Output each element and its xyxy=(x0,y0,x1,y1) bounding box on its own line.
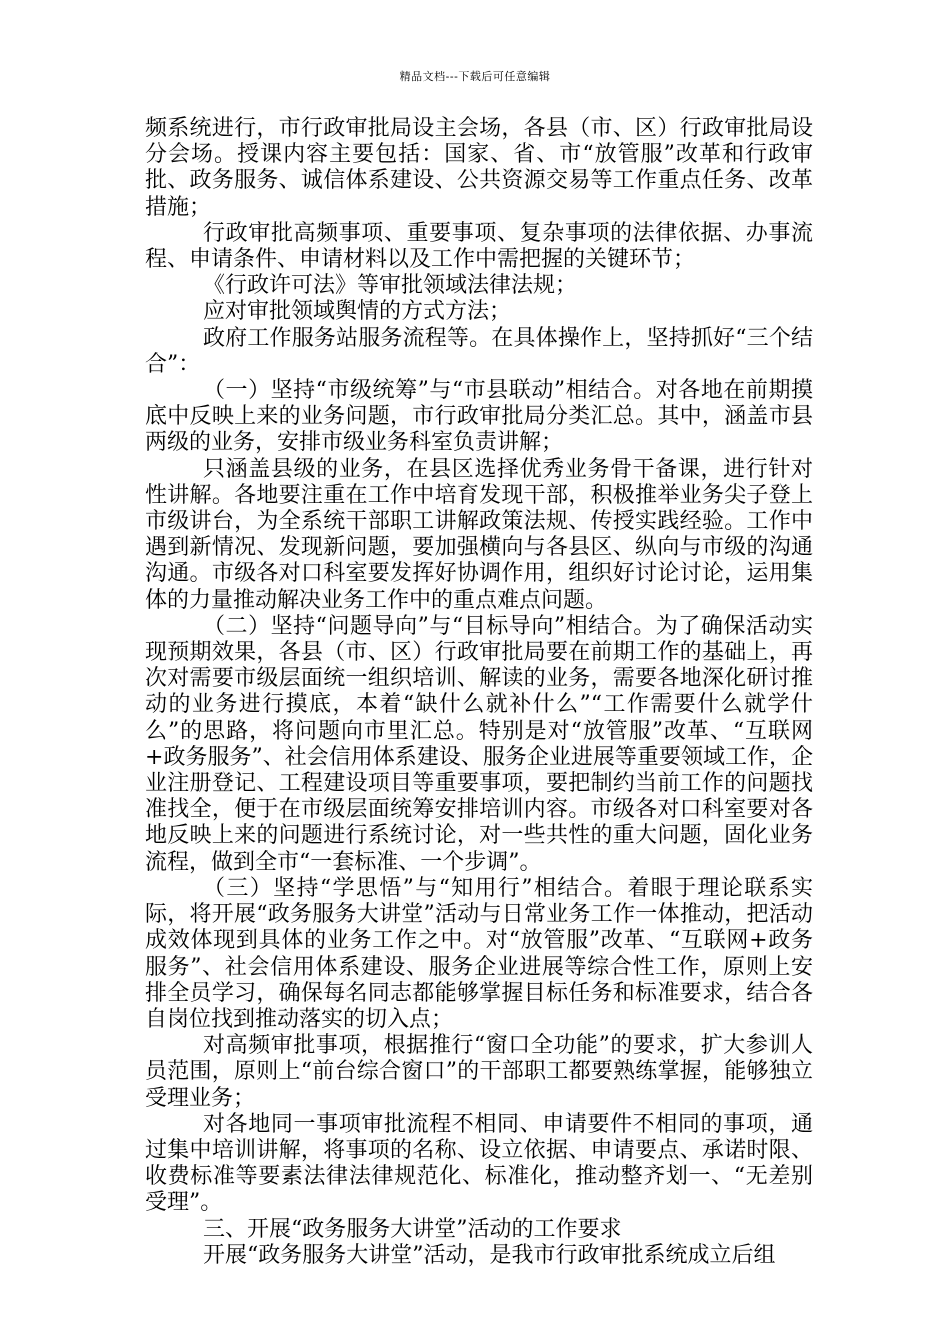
paragraph: 只涵盖县级的业务，在县区选择优秀业务骨干备课，进行针对性讲解。各地要注重在工作中培育发现干部，积极推举业务尖子登上市级讲台，为全系统干部职工讲解政策法规、传授实践经验。工作中遇到新情况、发现新问题，要加强横向与各县区、纵向与市级的沟通沟通。市级各对口科室要发挥好协调作用，组织好讨论讨论，运用集体的力量推动解决业务工作中的重点难点问题。 xyxy=(145,456,813,613)
paragraph: 行政审批高频事项、重要事项、复杂事项的法律依据、办事流程、申请条件、申请材料以及工作中需把握的关键环节； xyxy=(145,220,813,273)
paragraph: （一）坚持“市级统筹”与“市县联动”相结合。对各地在前期摸底中反映上来的业务问题，市行政审批局分类汇总。其中，涵盖市县两级的业务，安排市级业务科室负责讲解； xyxy=(145,378,813,456)
paragraph: （三）坚持“学思悟”与“知用行”相结合。着眼于理论联系实际，将开展“政务服务大讲堂”活动与日常业务工作一体推动，把活动成效体现到具体的业务工作之中。对“放管服”改革、“互联网+政务服务”、社会信用体系建设、服务企业进展等综合性工作，原则上安排全员学习，确保每名同志都能够掌握目标任务和标准要求，结合各自岗位找到推动落实的切入点； xyxy=(145,875,813,1032)
page-header: 精品文档---下载后可任意编辑 xyxy=(399,70,551,83)
paragraph: 频系统进行，市行政审批局设主会场，各县（市、区）行政审批局设分会场。授课内容主要包括：国家、省、市“放管服”改革和行政审批、政务服务、诚信体系建设、公共资源交易等工作重点任务、改革措施； xyxy=(145,116,813,220)
paragraph: 开展“政务服务大讲堂”活动，是我市行政审批系统成立后组 xyxy=(203,1242,776,1268)
paragraph: 应对审批领域舆情的方式方法； xyxy=(203,299,512,325)
paragraph: 政府工作服务站服务流程等。在具体操作上，坚持抓好“三个结合”： xyxy=(145,325,813,377)
document-body xyxy=(145,116,813,1269)
paragraph: （二）坚持“问题导向”与“目标导向”相结合。为了确保活动实现预期效果，各县（市、区）行政审批局要在前期工作的基础上，再次对需要市级层面统一组织培训、解读的业务，需要各地深化研讨推动的业务进行摸底，本着“缺什么就补什么”“工作需要什么就学什么”的思路，将问题向市里汇总。特别是对“放管服”改革、“互联网+政务服务”、社会信用体系建设、服务企业进展等重要领域工作，企业注册登记、工程建设项目等重要事项，要把制约当前工作的问题找准找全，便于在市级层面统筹安排培训内容。市级各对口科室要对各地反映上来的问题进行系统讨论，对一些共性的重大问题，固化业务流程，做到全市“一套标准、一个步调”。 xyxy=(145,613,813,875)
paragraph: 对高频审批事项，根据推行“窗口全功能”的要求，扩大参训人员范围，原则上“前台综合窗口”的干部职工都要熟练掌握，能够独立受理业务； xyxy=(145,1033,813,1111)
section-heading: 三、开展“政务服务大讲堂”活动的工作要求 xyxy=(203,1216,622,1242)
paragraph: 对各地同一事项审批流程不相同、申请要件不相同的事项，通过集中培训讲解，将事项的名称、设立依据、申请要点、承诺时限、收费标准等要素法律法律规范化、标准化，推动整齐划一、“无差别受理”。 xyxy=(145,1111,813,1216)
paragraph: 《行政许可法》等审批领域法律法规； xyxy=(203,273,578,299)
